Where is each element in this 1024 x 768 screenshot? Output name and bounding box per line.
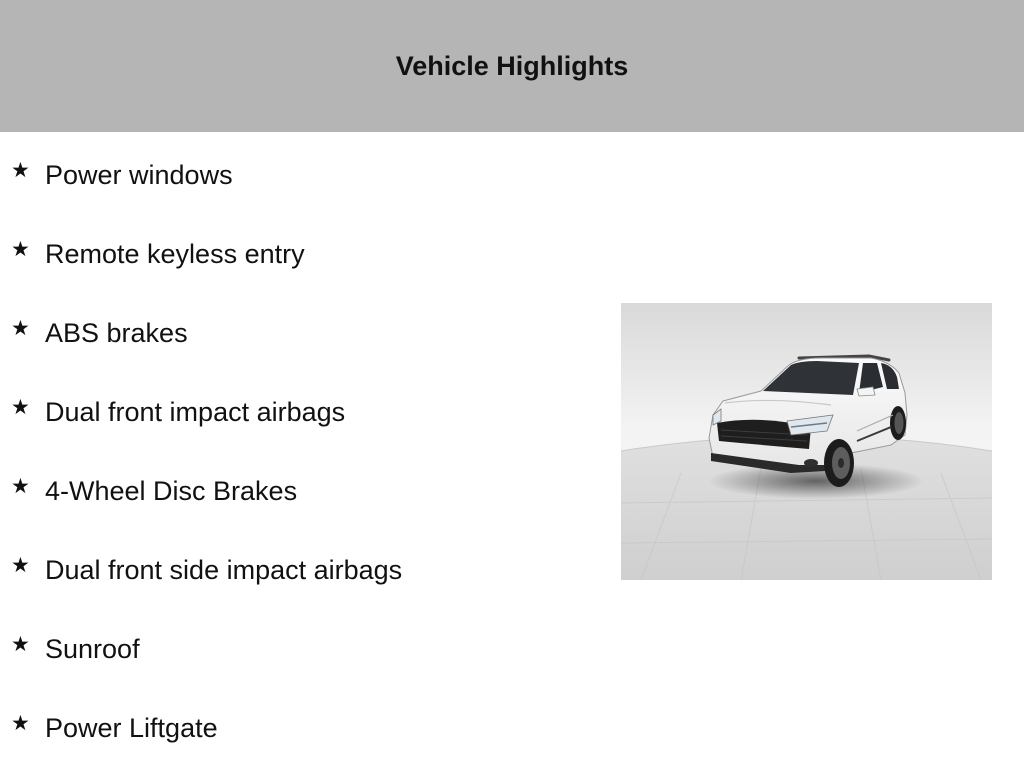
suv-illustration [621, 303, 992, 580]
feature-label: 4-Wheel Disc Brakes [45, 476, 298, 506]
page-header [0, 0, 1024, 132]
feature-label: Dual front side impact airbags [45, 555, 403, 585]
feature-label: Power windows [45, 160, 233, 190]
feature-label: Sunroof [45, 634, 140, 664]
star-icon: ★ [11, 317, 30, 340]
page-title: Vehicle Highlights [395, 50, 629, 81]
feature-label: Remote keyless entry [45, 239, 305, 269]
feature-label: ABS brakes [45, 318, 188, 348]
feature-label: Power Liftgate [45, 713, 218, 743]
feature-label: Dual front impact airbags [45, 397, 346, 427]
star-icon: ★ [11, 633, 30, 656]
vehicle-photo [621, 303, 992, 580]
star-icon: ★ [11, 475, 30, 498]
star-icon: ★ [11, 712, 30, 735]
star-icon: ★ [11, 159, 30, 182]
star-icon: ★ [11, 238, 30, 261]
star-icon: ★ [11, 554, 30, 577]
star-icon: ★ [11, 396, 30, 419]
